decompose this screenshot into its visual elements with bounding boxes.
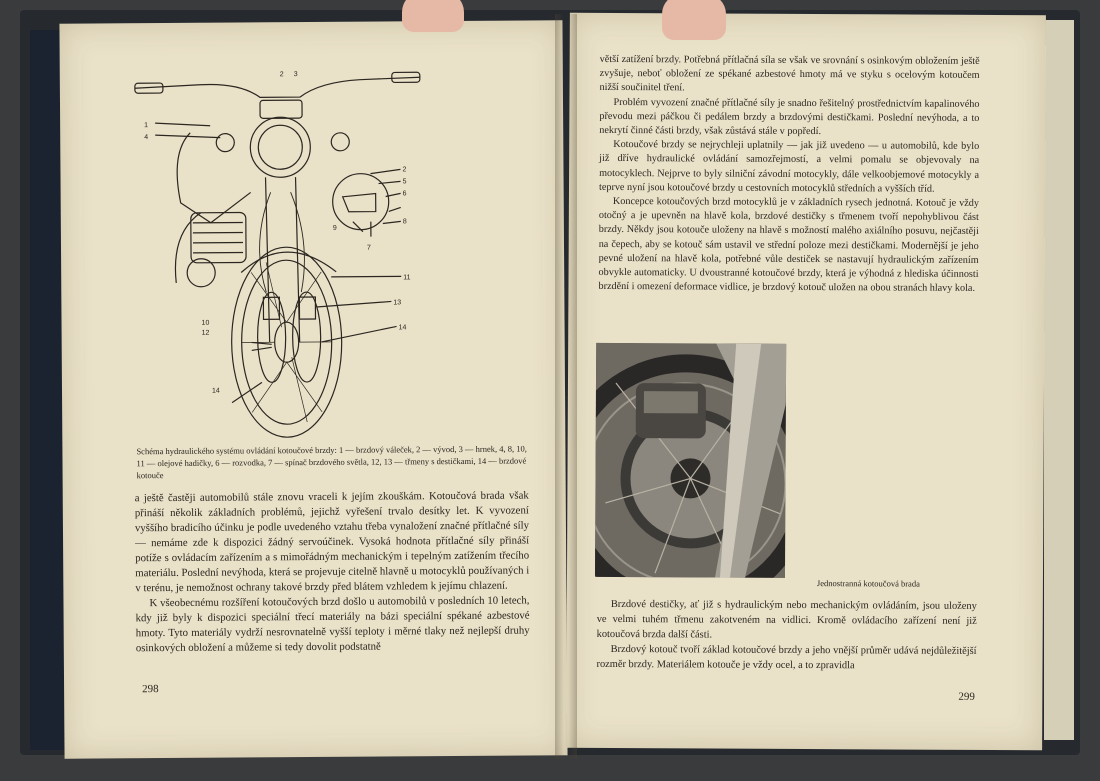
figure-label-1: 1 bbox=[144, 122, 149, 130]
right-body-text-bottom bbox=[596, 597, 976, 674]
figure-label-5: 5 bbox=[402, 178, 407, 186]
figure-label-10: 10 bbox=[201, 319, 210, 327]
page-number-left: 298 bbox=[142, 683, 159, 696]
left-body-text bbox=[135, 489, 530, 657]
paragraph: Kotoučové brzdy se nejrychleji uplatnily — jak již uvedeno — u automobilů, kde bylo již dříve hydraulické ovládání samozřejmostí, a velmi pomalu se objevovaly na motocyklech. Nejprve to byly silniční závodní motocykly, dále velkoobjemové motocykly a teprve nyní jsou kotoučové brzdy u cestovních motocyklů středních a vyšších tříd. bbox=[598, 139, 980, 195]
figure-label-3: 3 bbox=[293, 71, 298, 79]
disc-brake-photo-image bbox=[595, 343, 786, 578]
page-edges bbox=[1044, 20, 1074, 740]
figure-label-2: 2 bbox=[279, 71, 284, 79]
thumb-right bbox=[662, 0, 726, 40]
paragraph: a ještě častěji automobilů stále znovu vraceli k jejím zkouškám. Kotoučová brada však přináší několik základních problémů, jejichž vyřešení trvalo desítky let. K vyvození vyššího bradicího účinku je podle uvedeného vztahu třeba vynaložení značné přítlačné síly — nemáme zde k dispozici žádný servoúčinek. Vysoká hodnota přítlačné síly přináší potíže s ovládacím zařízením a s mimořádným mechanickým i tepelným zatížením třecího materiálu. Poslední nevýhoda, která se projevuje citelně hlavně u motocyklů používaných i v terénu, je nemožnost ochrany takové brzdy před blátem vzhledem k jejímu chlazení. bbox=[134, 489, 530, 595]
paragraph: Problém vyvození značné přítlačné síly je snadno řešitelný prostřednictvím kapalinového převodu mezi páčkou či pedálem brzdy a brzdovými destičkami. Poslední nevýhoda, a to nekrytí činné části brzdy, však zůstává stále v popředí. bbox=[599, 96, 980, 138]
figure-label-11: 11 bbox=[403, 274, 411, 282]
figure-label-9: 9 bbox=[332, 224, 337, 232]
right-body-text-top bbox=[598, 53, 979, 296]
thumb-left bbox=[402, 0, 464, 32]
figure-label-14b: 14 bbox=[211, 387, 220, 395]
figure-label-7: 7 bbox=[366, 244, 371, 252]
book-gutter bbox=[555, 14, 577, 759]
paragraph: Koncepce kotoučových brzd motocyklů je v základních rysech jednotná. Kotouč je vždy otočný a je upevněn na hlavě kola, brzdové destičky s třmenem tvoří nepohyblivou část brzdy. Někdy jsou kotouče uloženy na hlavě s možností malého axiálního posuvu, nejčastěji na čepech, aby se kotouč sám ustavil ve střední poloze mezi destičkami. Modernější je jeho pevné uložení na hlavě kola, potřebné vůle destiček se nastavují hydraulickým zařízením obvykle automaticky. U dvoustranné kotoučové brzdy, která je výhodná z hlediska účinnosti brzdění i omezení deformace vidlice, je brzdový kotouč uložen na obou stranách hlavy kola. bbox=[598, 196, 979, 295]
paragraph: větší zatížení brzdy. Potřebná přítlačná síla se však ve srovnání s osinkovým obložením ještě zvyšuje, neboť obložení ze spékané azbestové hmoty má ve styku s ocelovým kotoučem nižší součinitel tření. bbox=[599, 53, 980, 94]
figure-label-13: 13 bbox=[393, 299, 402, 307]
disc-brake-photo bbox=[595, 343, 786, 578]
figure-label-14: 14 bbox=[398, 324, 407, 332]
page-number-right: 299 bbox=[958, 690, 975, 703]
figure-label-2b: 2 bbox=[402, 166, 407, 174]
left-page bbox=[59, 20, 567, 758]
right-page bbox=[566, 13, 1046, 750]
figure-caption: Schéma hydraulického systému ovládání kotoučové brzdy: 1 — brzdový válec̆ek, 2 — vývod, 3 — hrnek, 4, 8, 10, 11 — olejové hadičky, 6 — rozvodka, 7 — spínač brzdového světla, 12, 13 — třmeny s destičkami, 14 — brzdové kotouče bbox=[136, 443, 527, 481]
paragraph: Brzdové destičky, ať již s hydraulickým nebo mechanickým ovládáním, jsou uloženy ve velmi tuhém třmenu zakotveném na vidlici. Kromě ovládacího zařízení není již kotoučová brzda další části. bbox=[596, 598, 977, 641]
figure-label-8: 8 bbox=[402, 218, 407, 226]
figure-label-6: 6 bbox=[402, 190, 407, 198]
brake-system-diagram bbox=[130, 61, 433, 443]
figure-label-4: 4 bbox=[144, 134, 149, 142]
paragraph: K všeobecnému rozšíření kotoučových brzd došlo u automobilů v posledních 10 letech, kdy již byly k dispozici speciální třecí materiály na bázi speciální spékané azbestové hmoty. Tyto materiály vydrží nesrovnatelně vyšší teploty i měrné tlaky než nejlepší druhy osinkových obložení a můžeme si tedy dovolit podstatně bbox=[135, 594, 530, 655]
paragraph: Brzdový kotouč tvoří základ kotoučové brzdy a jeho vnější průměr udává nejdůležitější rozměr brzdy. Materiálem kotouče je vždy ocel, a to zpravidla bbox=[596, 643, 977, 672]
figure-label-12: 12 bbox=[201, 329, 210, 337]
photo-caption: Jednostranná kotoučová brada bbox=[816, 578, 920, 589]
